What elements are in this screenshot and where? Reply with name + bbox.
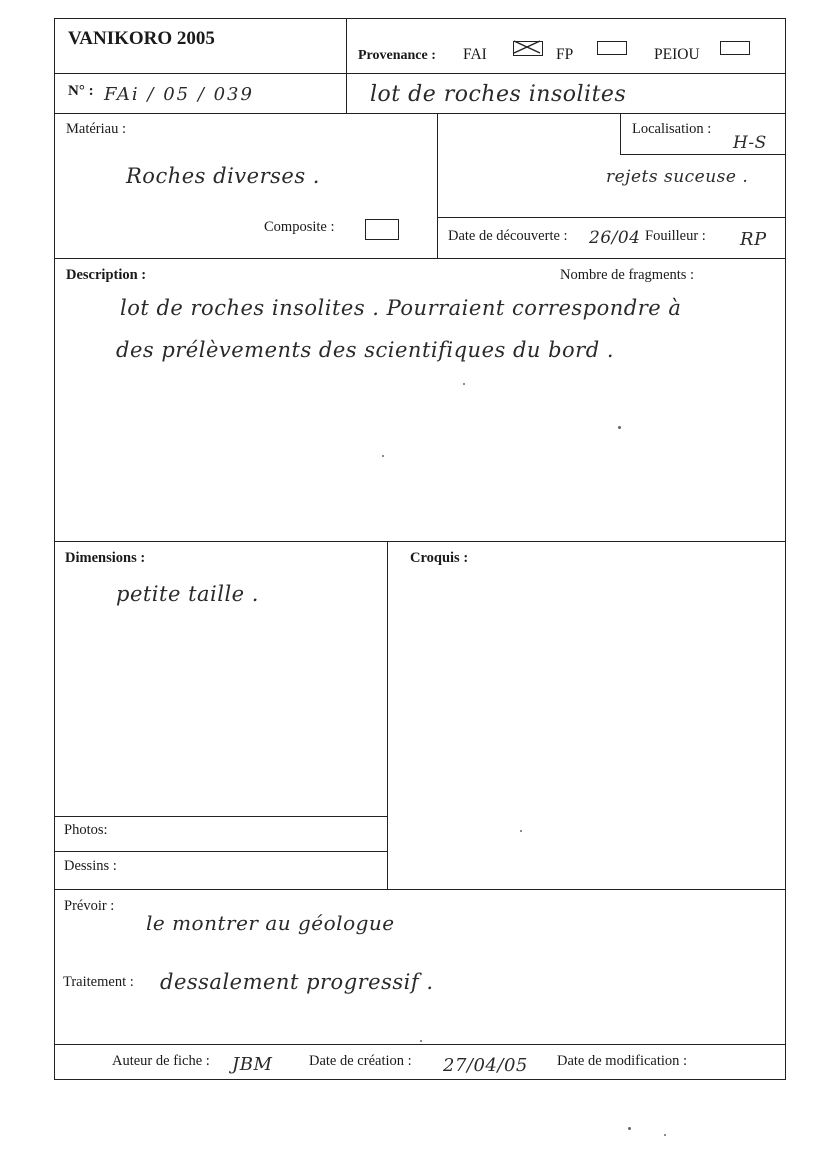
- author-value[interactable]: JBM: [232, 1054, 273, 1075]
- material-value[interactable]: Roches diverses .: [126, 164, 320, 188]
- composite-checkbox[interactable]: [365, 219, 399, 240]
- rule-material: [54, 258, 786, 259]
- provenance-label: Provenance :: [358, 48, 436, 63]
- scan-speck: [463, 383, 465, 385]
- description-line-2[interactable]: des prélèvements des scientifiques du bord .: [116, 338, 615, 362]
- created-label: Date de création :: [309, 1053, 412, 1069]
- rule-drawings-top: [54, 851, 388, 852]
- author-label: Auteur de fiche :: [112, 1053, 210, 1069]
- plan-value[interactable]: le montrer au géologue: [146, 911, 395, 935]
- provenance-option-peiou-label: PEIOU: [654, 46, 700, 63]
- fragments-label: Nombre de fragments :: [560, 267, 695, 283]
- digger-label: Fouilleur :: [645, 228, 706, 244]
- sheet-title: VANIKORO 2005: [68, 28, 215, 49]
- composite-label: Composite :: [264, 219, 335, 235]
- checked-cross-icon: [512, 39, 542, 55]
- provenance-option-fai-checkbox[interactable]: [513, 41, 543, 56]
- dimensions-value[interactable]: petite taille .: [116, 582, 259, 606]
- provenance-option-fp-checkbox[interactable]: [597, 41, 627, 55]
- provenance-option-fp-label: FP: [556, 46, 574, 63]
- digger-value[interactable]: RP: [740, 229, 767, 250]
- description-label: Description :: [66, 267, 147, 283]
- provenance-option-fai-label: FAI: [463, 46, 487, 63]
- rule-dimensions-divider: [387, 541, 388, 889]
- plan-label: Prévoir :: [64, 898, 115, 914]
- discovery-date-value[interactable]: 26/04: [589, 228, 641, 248]
- rule-description: [54, 541, 786, 542]
- scan-speck: [664, 1134, 666, 1136]
- number-value[interactable]: FAi / 05 / 039: [104, 84, 254, 105]
- sketch-label: Croquis :: [410, 550, 469, 566]
- modified-label: Date de modification :: [557, 1053, 688, 1069]
- photos-label: Photos:: [64, 822, 108, 838]
- rule-number: [54, 113, 786, 114]
- description-line-1[interactable]: lot de roches insolites . Pourraient correspondre à: [120, 296, 682, 320]
- localisation-value[interactable]: H-S: [733, 133, 767, 153]
- treatment-label: Traitement :: [63, 974, 134, 990]
- rule-photos-top: [54, 816, 388, 817]
- rule-discovery-top: [438, 217, 786, 218]
- lot-title[interactable]: lot de roches insolites: [370, 82, 627, 107]
- rule-title-divider: [346, 18, 347, 113]
- created-value[interactable]: 27/04/05: [443, 1055, 528, 1076]
- localisation-label: Localisation :: [632, 121, 712, 137]
- scan-speck: [520, 830, 522, 832]
- number-label: N° :: [68, 83, 94, 99]
- rule-localisation-divider: [620, 113, 621, 154]
- scan-speck: [420, 1040, 422, 1042]
- material-label: Matériau :: [66, 121, 126, 137]
- scan-speck: [628, 1127, 631, 1130]
- drawings-label: Dessins :: [64, 858, 117, 874]
- rule-header: [54, 73, 786, 74]
- discovery-date-label: Date de découverte :: [448, 228, 568, 244]
- rule-material-divider: [437, 113, 438, 258]
- scan-speck: [618, 426, 621, 429]
- rule-footer: [54, 1044, 786, 1045]
- localisation-note[interactable]: rejets suceuse .: [606, 167, 749, 187]
- dimensions-label: Dimensions :: [65, 550, 146, 566]
- rule-dimensions-bottom: [54, 889, 786, 890]
- scan-speck: [382, 455, 384, 457]
- rule-localisation: [620, 154, 786, 155]
- treatment-value[interactable]: dessalement progressif .: [160, 970, 434, 994]
- provenance-option-peiou-checkbox[interactable]: [720, 41, 750, 55]
